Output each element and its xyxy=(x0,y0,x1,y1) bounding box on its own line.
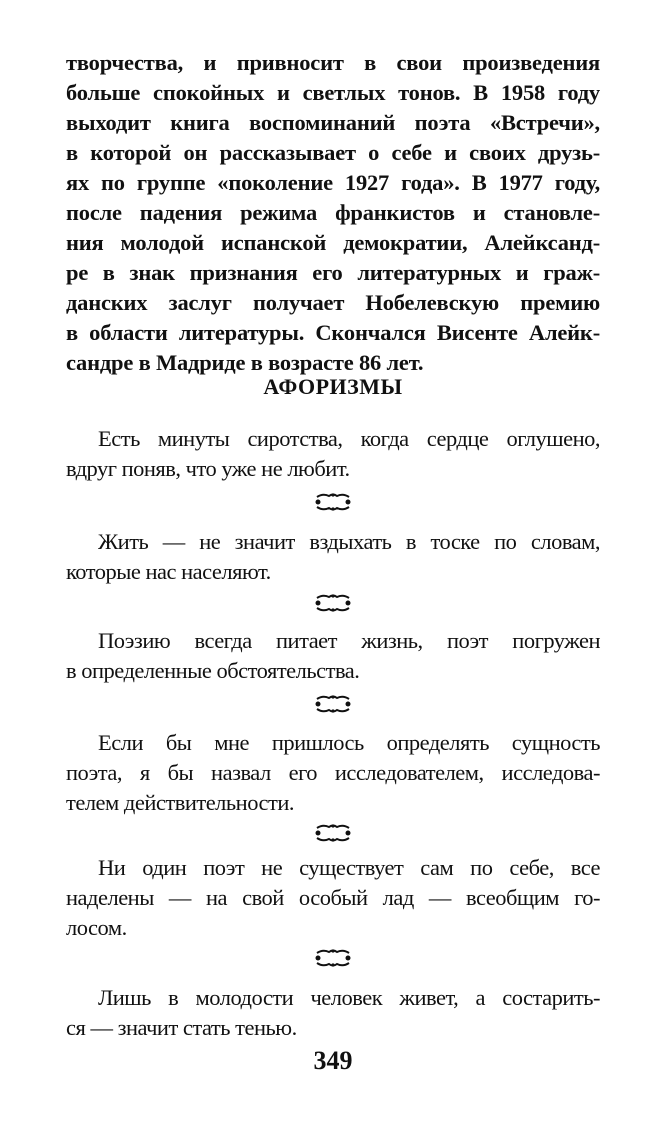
aphorism-line: поэта, я бы назвал его исследователем, исследова- xyxy=(66,760,600,785)
intro-line: после падения режима франкистов и становле- xyxy=(66,200,600,225)
intro-line: сандре в Мадриде в возрасте 86 лет. xyxy=(66,350,424,375)
intro-line: выходит книга воспоминаний поэта «Встречи», xyxy=(66,110,600,135)
aphorism-line: Жить — не значит вздыхать в тоске по словам, xyxy=(98,529,600,554)
intro-line: ре в знак признания его литературных и граж- xyxy=(66,260,600,285)
section-heading: АФОРИЗМЫ xyxy=(263,374,403,399)
aphorism-line: которые нас населяют. xyxy=(66,559,271,584)
floral-divider-icon xyxy=(313,693,353,715)
floral-divider-icon xyxy=(313,592,353,614)
aphorism-line: в определенные обстоятельства. xyxy=(66,658,360,683)
aphorism xyxy=(66,626,600,686)
aphorism-line: Ни один поэт не существует сам по себе, все xyxy=(98,855,600,880)
intro-line: ния молодой испанской демократии, Алейксанд- xyxy=(66,230,600,255)
aphorism-line: Лишь в молодости человек живет, а состарить- xyxy=(98,985,600,1010)
intro-line: в которой он рассказывает о себе и своих друзь- xyxy=(66,140,600,165)
intro-line: данских заслуг получает Нобелевскую премию xyxy=(66,290,600,315)
aphorism-line: телем действительности. xyxy=(66,790,295,815)
aphorism xyxy=(66,728,600,818)
aphorism-line: лосом. xyxy=(66,915,127,940)
intro-line: в области литературы. Скончался Висенте Алейк- xyxy=(66,320,600,345)
intro-line: ях по группе «поколение 1927 года». В 1977 году, xyxy=(66,170,600,195)
aphorism xyxy=(66,983,600,1043)
page-number: 349 xyxy=(313,1046,353,1075)
floral-divider-icon xyxy=(313,947,353,969)
aphorism-line: наделены — на свой особый лад — всеобщим го- xyxy=(66,885,600,910)
aphorism-line: ся — значит стать тенью. xyxy=(66,1015,297,1040)
aphorism xyxy=(66,424,600,484)
floral-divider-icon xyxy=(313,822,353,844)
aphorism-line: Если бы мне пришлось определять сущность xyxy=(98,730,600,755)
aphorism-line: Поэзию всегда питает жизнь, поэт погружен xyxy=(98,628,600,653)
floral-divider-icon xyxy=(313,491,353,513)
intro-line: больше спокойных и светлых тонов. В 1958 году xyxy=(66,80,600,105)
intro-line: творчества, и привносит в свои произведения xyxy=(66,50,600,75)
aphorism-line: Есть минуты сиротства, когда сердце оглушено, xyxy=(98,426,600,451)
aphorism-line: вдруг поняв, что уже не любит. xyxy=(66,456,350,481)
aphorism xyxy=(66,853,600,943)
aphorism xyxy=(66,527,600,587)
intro-paragraph xyxy=(66,48,600,378)
